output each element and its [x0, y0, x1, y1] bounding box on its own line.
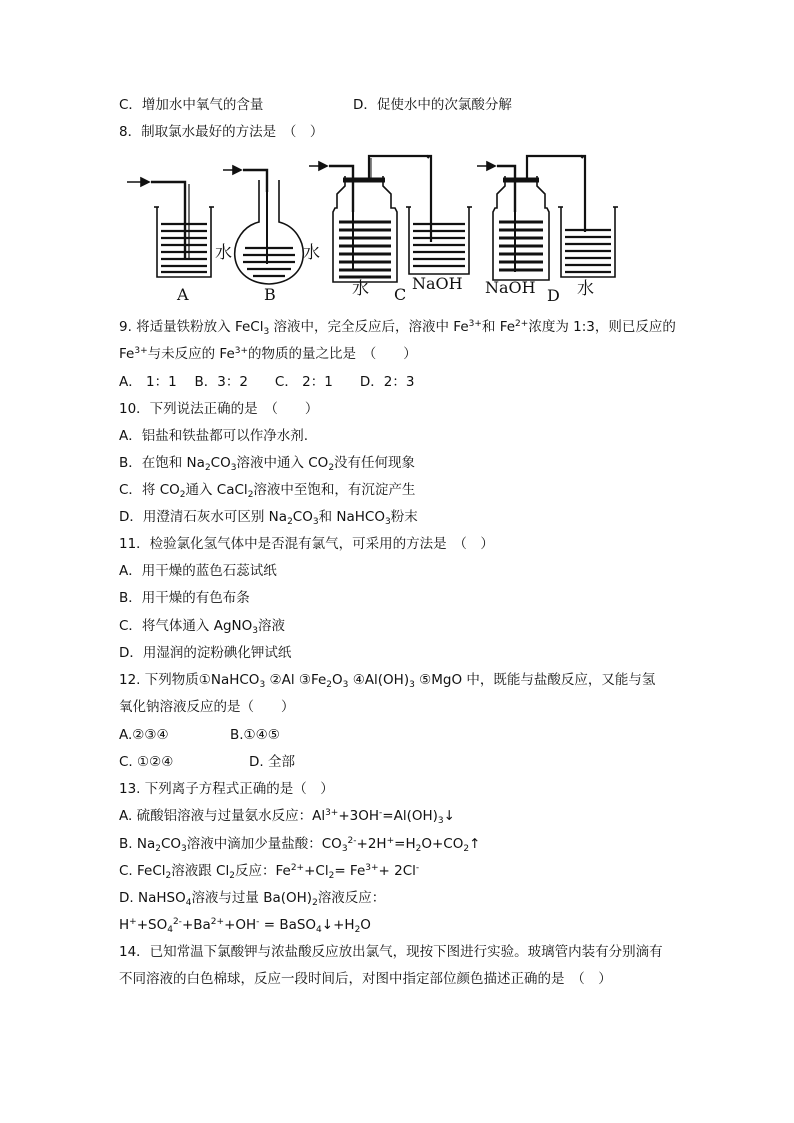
apparatus-c-bottle-and-beaker — [309, 156, 472, 282]
apparatus-d-bottle-and-beaker — [477, 156, 618, 280]
label-water-b: 水 — [303, 243, 320, 263]
q10-option-b: B．在饱和 $Na_2CO_3$溶液中通入 $CO_2$没有任何现象 — [119, 455, 416, 473]
q8-apparatus-diagram — [119, 152, 629, 307]
q10-option-d: D．用澄清石灰水可区别 $Na_2CO_3$和 NaHCO$_3$粉末 — [119, 509, 418, 527]
q11-stem: 11．检验氯化氢气体中是否混有氯气，可采用的方法是 （ ） — [119, 536, 494, 552]
q13-option-a: A. 硫酸铝溶液与过量氨水反应：$Al^{3+}+3OH^-=Al(OH)_3↓$ — [119, 808, 455, 826]
q13-option-d: D. NaHSO$_4$溶液与过量 $Ba(OH)_2$溶液反应： — [119, 890, 386, 908]
q11-option-b: B．用干燥的有色布条 — [119, 590, 250, 606]
q13-option-d-equation: $H^++SO_4^{2-}+Ba^{2+}+OH^-$ = $BaSO_4↓+H_2O$ — [119, 917, 371, 935]
apparatus-b-flask — [223, 166, 303, 284]
q12-option-c: C. ①②④ — [119, 754, 174, 770]
label-water-c: 水 — [352, 279, 369, 299]
q12-option-a: A.②③④ — [119, 727, 169, 743]
q11-option-d: D．用湿润的淀粉碘化钾试纸 — [119, 645, 292, 661]
q12-stem-line2: 氧化钠溶液反应的是（ ） — [119, 699, 295, 715]
q11-option-a: A．用干燥的蓝色石蕊试纸 — [119, 563, 277, 579]
q13-option-c: C. FeCl$_2$溶液跟 $Cl_2$反应：$Fe^{2+}+Cl_2= Fe^{3+}+ 2Cl^-$ — [119, 863, 420, 881]
label-a: A — [177, 285, 189, 304]
q13-option-b: B. $Na_2CO_3$溶液中滴加少量盐酸：$CO_3^{2-}+2H^+=H_2O+CO_2↑$ — [119, 836, 481, 854]
q12-stem-line1: 12. 下列物质①NaHCO$_3$ ②Al $③Fe_2O_3$ $④Al(OH)_3$ ⑤MgO 中，既能与盐酸反应，又能与氢 — [119, 672, 656, 690]
q10-option-a: A．铝盐和铁盐都可以作净水剂. — [119, 428, 309, 444]
q7-option-d: D．促使水中的次氯酸分解 — [353, 97, 512, 113]
q12-option-d: D. 全部 — [249, 754, 295, 770]
q11-option-c: C．将气体通入 AgNO$_3$溶液 — [119, 618, 285, 636]
label-naoh-c: NaOH — [412, 274, 463, 293]
q8-stem: 8．制取氯水最好的方法是 （ ） — [119, 124, 324, 140]
q10-stem: 10．下列说法正确的是 （ ） — [119, 401, 319, 417]
apparatus-a-beaker — [127, 178, 214, 277]
label-c: C — [394, 285, 407, 304]
label-d: D — [547, 286, 560, 305]
q14-stem-line2: 不同溶液的白色棉球，反应一段时间后，对图中指定部位颜色描述正确的是 （ ） — [119, 971, 612, 987]
label-naoh-d: NaOH — [485, 278, 536, 297]
label-water-a: 水 — [215, 243, 232, 263]
label-b: B — [264, 285, 276, 304]
q9-stem-line1: 9. 将适量铁粉放入 FeCl$_3$ 溶液中，完全反应后，溶液中 $Fe^{3+}$和 $Fe^{2+}$浓度为 1:3，则已反应的 — [119, 319, 676, 337]
q10-option-c: C．将 $CO_2$通入 CaCl$_2$溶液中至饱和，有沉淀产生 — [119, 482, 416, 500]
label-water-d: 水 — [577, 279, 594, 299]
q7-option-c: C．增加水中氧气的含量 — [119, 97, 264, 113]
q9-options: A． 1：1 B．3：2 C． 2：1 D．2：3 — [119, 374, 415, 390]
q13-stem: 13. 下列离子方程式正确的是（ ） — [119, 781, 334, 797]
q9-stem-line2: $Fe^{3+}$与未反应的 $Fe^{3+}$的物质的量之比是 （ ） — [119, 346, 417, 362]
q14-stem-line1: 14．已知常温下氯酸钾与浓盐酸反应放出氯气，现按下图进行实验。玻璃管内装有分别滴有 — [119, 944, 663, 960]
q12-option-b: B.①④⑤ — [230, 727, 280, 743]
